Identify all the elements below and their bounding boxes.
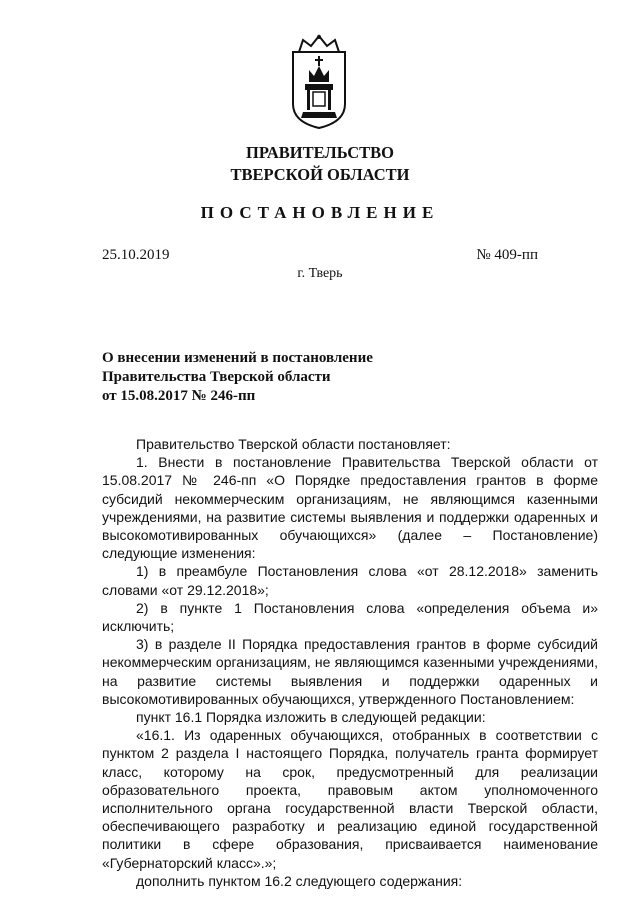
body-paragraph-1: 1. Внести в постановление Правительства Тверской области от 15.08.2017 № 246-пп «О Порядке предоставления грантов в форме субсидий некоммерческим организациям, не являющимся казенными учреждениями, на развитие системы выявления и поддержки одаренных и высокомотивированных обучающихся» (далее – Постановление) следующие изменения:	[102, 454, 598, 562]
subject-line-1: О внесении изменений в постановление	[102, 350, 373, 366]
decree-title: ПОСТАНОВЛЕНИЕ	[200, 203, 440, 222]
body-paragraph-3: 2) в пункте 1 Постановления слова «определения объема и» исключить;	[102, 599, 598, 635]
government-name	[0, 142, 640, 186]
tver-coat-of-arms-icon	[289, 34, 349, 130]
body-paragraph-4: 3) в разделе II Порядка предоставления грантов в форме субсидий некоммерческим организациям, не являющимся казенными учреждениями, на развитие системы выявления и поддержки одаренных и высокомотивированных обучающихся, утвержденного Постановлением:	[102, 636, 598, 707]
government-line-2: ТВЕРСКОЙ ОБЛАСТИ	[230, 165, 410, 184]
decree-subject	[102, 349, 402, 406]
body-paragraph-6: «16.1. Из одаренных обучающихся, отобранных в соответствии с пунктом 2 раздела I настоящего Порядка, получатель гранта формирует класс, которому на срок, предусмотренный для реализации образовательного проекта, правовым актом уполномоченного исполнительного органа государственной власти Тверской области, обеспечивающего разработку и реализацию единой государственной политики в сфере образования, присваивается наименование «Губернаторский класс».»;	[102, 727, 598, 871]
body-paragraph-7: дополнить пунктом 16.2 следующего содержания:	[136, 872, 463, 889]
decree-body	[102, 435, 598, 890]
decree-number: № 409-пп	[476, 247, 538, 263]
body-paragraph-2: 1) в преамбуле Постановления слова «от 28.12.2018» заменить словами «от 29.12.2018»;	[102, 563, 598, 598]
subject-line-3: от 15.08.2017 № 246-пп	[102, 388, 256, 404]
decree-date: 25.10.2019	[102, 247, 170, 263]
body-intro: Правительство Тверской области постановляет:	[136, 436, 451, 452]
subject-line-2: Правительства Тверской области	[102, 369, 331, 385]
body-paragraph-5: пункт 16.1 Порядка изложить в следующей редакции:	[136, 709, 486, 726]
decree-city: г. Тверь	[297, 266, 343, 281]
government-line-1: ПРАВИТЕЛЬСТВО	[246, 143, 394, 162]
